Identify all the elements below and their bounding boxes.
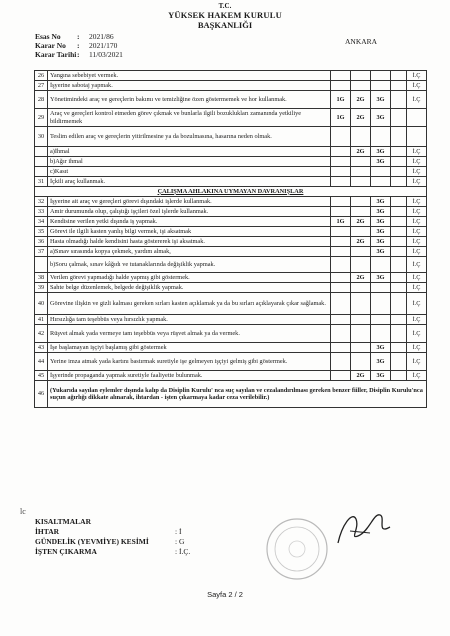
penalty-3g: 3G <box>371 207 391 217</box>
blank-cell <box>391 315 407 325</box>
row-number: 26 <box>35 71 48 81</box>
penalty-2g <box>351 247 371 257</box>
penalty-2g <box>351 283 371 293</box>
table-row <box>35 353 427 371</box>
penalty-dismissal: İ.Ç <box>407 207 427 217</box>
blank-cell <box>391 109 407 127</box>
row-number: 40 <box>35 293 48 315</box>
blank-cell <box>391 325 407 343</box>
blank-cell <box>391 353 407 371</box>
row-description: Kendisine verilen yetki dışında iş yapmak. <box>48 217 331 227</box>
penalty-dismissal: İ.Ç <box>407 217 427 227</box>
penalty-1g <box>331 247 351 257</box>
row-description: Görevine ilişkin ve gizli kalması gereken sırları kasten açıklamak ya da bu sırları açıklayarak çıkar sağlamak. <box>48 293 331 315</box>
penalty-1g <box>331 167 351 177</box>
penalty-dismissal: İ.Ç <box>407 325 427 343</box>
meta-esas-no: Esas No : 2021/86 <box>35 32 114 41</box>
blank-cell <box>391 257 407 273</box>
penalty-2g <box>351 71 371 81</box>
row-number: 35 <box>35 227 48 237</box>
penalty-dismissal: İ.Ç <box>407 91 427 109</box>
row-description: İşyerine ait araç ve gereçleri görevi dışındaki işlerde kullanmak. <box>48 197 331 207</box>
penalty-3g: 3G <box>371 227 391 237</box>
row-description: b)Ağır ihmal <box>48 157 331 167</box>
penalty-3g <box>371 257 391 273</box>
penalty-dismissal: İ.Ç <box>407 257 427 273</box>
row-description: b)Soru çalmak, sınav kâğıdı ve tutanaklarında değişiklik yapmak. <box>48 257 331 273</box>
row-number: 29 <box>35 109 48 127</box>
official-seal-stamp <box>262 514 332 584</box>
penalty-3g <box>371 325 391 343</box>
blank-cell <box>391 91 407 109</box>
penalty-2g <box>351 197 371 207</box>
row-number: 44 <box>35 353 48 371</box>
table-row <box>35 257 427 273</box>
table-row <box>35 237 427 247</box>
table-row <box>35 247 427 257</box>
row-number: 46 <box>35 381 48 408</box>
penalty-dismissal: İ.Ç <box>407 167 427 177</box>
row-description: Hasta olmadığı halde kendisini hasta göstererek işi aksatmak. <box>48 237 331 247</box>
row-description: Teslim edilen araç ve gereçlerin yitirilmesine ya da bozulmasına, hasarına neden olmak. <box>48 127 331 147</box>
table-row <box>35 157 427 167</box>
penalty-dismissal: İ.Ç <box>407 343 427 353</box>
penalty-dismissal <box>407 109 427 127</box>
blank-cell <box>391 177 407 187</box>
city: ANKARA <box>345 37 378 46</box>
penalty-2g: 2G <box>351 237 371 247</box>
row-number: 30 <box>35 127 48 147</box>
penalty-3g: 3G <box>371 371 391 381</box>
row-number: 38 <box>35 273 48 283</box>
blank-cell <box>391 273 407 283</box>
table-row <box>35 217 427 227</box>
row-description: Yangına sebebiyet vermek. <box>48 71 331 81</box>
penalty-3g <box>371 283 391 293</box>
blank-cell <box>391 127 407 147</box>
table-row <box>35 273 427 283</box>
table-row <box>35 197 427 207</box>
penalty-3g <box>371 127 391 147</box>
row-description: Yerine imza atmak yada kartını bastırmak suretiyle işe gelmeyen işçiyi gelmiş gibi göstermek. <box>48 353 331 371</box>
row-description: (Yukarıda sayılan eylemler dışında kalıp da Disiplin Kurulu' nca suç sayılan ve cezalandırılması gereken benzer fiiller, Disiplin Kurulu'nca suçun ağırlığı dikkate alınarak, ihtardan - işten çıkarmaya kadar ceza verilebilir.) <box>48 381 427 408</box>
penalty-1g <box>331 371 351 381</box>
penalty-2g: 2G <box>351 273 371 283</box>
penalty-2g <box>351 227 371 237</box>
discipline-table <box>34 70 427 408</box>
meta-karar-no: Karar No : 2021/170 <box>35 41 118 50</box>
penalty-1g: 1G <box>331 217 351 227</box>
table-row <box>35 81 427 91</box>
penalty-dismissal: İ.Ç <box>407 177 427 187</box>
penalty-3g: 3G <box>371 91 391 109</box>
header-tc: T.C. <box>218 2 232 10</box>
penalty-dismissal: İ.Ç <box>407 353 427 371</box>
blank-cell <box>391 237 407 247</box>
table-row <box>35 167 427 177</box>
row-description: Amir durumunda olup, çalıştığı işçileri özel işlerde kullanmak. <box>48 207 331 217</box>
table-row <box>35 325 427 343</box>
table-row <box>35 127 427 147</box>
penalty-2g <box>351 207 371 217</box>
row-description: İçkili araç kullanmak. <box>48 177 331 187</box>
penalty-2g <box>351 177 371 187</box>
penalty-dismissal: İ.Ç <box>407 197 427 207</box>
penalty-1g <box>331 257 351 273</box>
penalty-2g <box>351 81 371 91</box>
table-row <box>35 147 427 157</box>
section-row <box>35 187 427 197</box>
penalty-2g <box>351 167 371 177</box>
penalty-1g <box>331 353 351 371</box>
header-title: YÜKSEK HAKEM KURULU <box>168 10 282 20</box>
row-number: 28 <box>35 91 48 109</box>
row-number <box>35 157 48 167</box>
penalty-3g: 3G <box>371 237 391 247</box>
penalty-dismissal: İ.Ç <box>407 315 427 325</box>
penalty-1g <box>331 157 351 167</box>
penalty-3g: 3G <box>371 109 391 127</box>
penalty-3g: 3G <box>371 353 391 371</box>
row-number: 37 <box>35 247 48 257</box>
penalty-1g <box>331 343 351 353</box>
penalty-1g <box>331 315 351 325</box>
table-row <box>35 381 427 408</box>
table-row <box>35 91 427 109</box>
penalty-3g <box>371 177 391 187</box>
table-row <box>35 71 427 81</box>
row-number: 45 <box>35 371 48 381</box>
blank-cell <box>391 247 407 257</box>
penalty-dismissal: İ.Ç <box>407 147 427 157</box>
abbreviation-ihtar: İHTAR : İ <box>35 527 182 536</box>
penalty-3g <box>371 71 391 81</box>
blank-cell <box>391 157 407 167</box>
penalty-2g <box>351 293 371 315</box>
penalty-2g <box>351 157 371 167</box>
meta-karar-tarihi: Karar Tarihi: 11/03/2021 <box>35 50 123 59</box>
penalty-2g: 2G <box>351 91 371 109</box>
row-description: Hırsızlığa tam teşebbüs veya hırsızlık yapmak. <box>48 315 331 325</box>
penalty-1g <box>331 177 351 187</box>
blank-cell <box>391 71 407 81</box>
penalty-dismissal: İ.Ç <box>407 371 427 381</box>
table-row <box>35 177 427 187</box>
penalty-2g: 2G <box>351 109 371 127</box>
blank-cell <box>391 167 407 177</box>
row-description: c)Kasıt <box>48 167 331 177</box>
penalty-3g <box>371 293 391 315</box>
penalty-2g: 2G <box>351 147 371 157</box>
penalty-3g: 3G <box>371 157 391 167</box>
penalty-3g: 3G <box>371 247 391 257</box>
penalty-dismissal: İ.Ç <box>407 247 427 257</box>
table-row <box>35 283 427 293</box>
row-description: a)Sınav sırasında kopya çekmek, yardım almak, <box>48 247 331 257</box>
penalty-2g <box>351 325 371 343</box>
blank-cell <box>391 283 407 293</box>
penalty-dismissal: İ.Ç <box>407 237 427 247</box>
penalty-dismissal: İ.Ç <box>407 81 427 91</box>
penalty-1g <box>331 237 351 247</box>
margin-handwritten-mark: lc <box>20 507 26 516</box>
row-number <box>35 257 48 273</box>
table-row <box>35 343 427 353</box>
penalty-1g <box>331 207 351 217</box>
row-number: 33 <box>35 207 48 217</box>
row-number: 27 <box>35 81 48 91</box>
row-description: Görevi ile ilgili kasten yanlış bilgi vermek, işi aksatmak <box>48 227 331 237</box>
blank-cell <box>391 207 407 217</box>
row-number: 34 <box>35 217 48 227</box>
table-row <box>35 109 427 127</box>
penalty-1g <box>331 197 351 207</box>
row-description: İşyerinde propaganda yapmak suretiyle faaliyette bulunmak. <box>48 371 331 381</box>
row-description: Verilen görevi yapmadığı halde yapmış gibi göstermek. <box>48 273 331 283</box>
penalty-3g: 3G <box>371 217 391 227</box>
row-description: İşe başlamayan işçiyi başlamış gibi göstermek <box>48 343 331 353</box>
blank-cell <box>391 293 407 315</box>
penalty-2g: 2G <box>351 371 371 381</box>
abbreviation-gundelik: GÜNDELİK (YEVMİYE) KESİMİ : G <box>35 537 185 546</box>
penalty-3g: 3G <box>371 273 391 283</box>
header-subtitle: BAŞKANLIĞI <box>197 20 253 30</box>
blank-cell <box>391 81 407 91</box>
penalty-1g <box>331 127 351 147</box>
abbreviation-isten-cikarma: İŞTEN ÇIKARMA : İ.Ç. <box>35 547 191 556</box>
row-description: Araç ve gereçleri kontrol etmeden görev çıkmak ve bunlarla ilgili bozuklukları zamanında yetkiliye bildirmemek <box>48 109 331 127</box>
row-description: İşyerine sabotaj yapmak. <box>48 81 331 91</box>
row-number: 32 <box>35 197 48 207</box>
penalty-1g <box>331 71 351 81</box>
penalty-2g <box>351 343 371 353</box>
penalty-3g: 3G <box>371 343 391 353</box>
penalty-3g <box>371 167 391 177</box>
row-description: Rüşvet almak yada vermeye tam teşebbüs veya rüşvet almak ya da vermek. <box>48 325 331 343</box>
penalty-1g <box>331 227 351 237</box>
penalty-dismissal: İ.Ç <box>407 227 427 237</box>
table-row <box>35 371 427 381</box>
row-number: 39 <box>35 283 48 293</box>
table-row <box>35 315 427 325</box>
penalty-1g <box>331 147 351 157</box>
row-number: 41 <box>35 315 48 325</box>
row-number: 43 <box>35 343 48 353</box>
blank-cell <box>391 343 407 353</box>
penalty-3g <box>371 315 391 325</box>
blank-cell <box>391 147 407 157</box>
penalty-2g: 2G <box>351 217 371 227</box>
blank-cell <box>391 227 407 237</box>
row-number: 31 <box>35 177 48 187</box>
penalty-dismissal: İ.Ç <box>407 273 427 283</box>
row-number: 36 <box>35 237 48 247</box>
penalty-dismissal: İ.Ç <box>407 71 427 81</box>
penalty-1g <box>331 81 351 91</box>
row-number <box>35 147 48 157</box>
abbreviations-title: KISALTMALAR <box>35 517 91 526</box>
blank-cell <box>391 217 407 227</box>
penalty-2g <box>351 315 371 325</box>
row-description: a)İhmal <box>48 147 331 157</box>
penalty-3g <box>371 81 391 91</box>
penalty-1g <box>331 273 351 283</box>
penalty-2g <box>351 257 371 273</box>
penalty-1g <box>331 293 351 315</box>
blank-cell <box>391 197 407 207</box>
penalty-1g <box>331 325 351 343</box>
penalty-2g <box>351 353 371 371</box>
penalty-1g <box>331 283 351 293</box>
row-number: 42 <box>35 325 48 343</box>
penalty-dismissal <box>407 127 427 147</box>
signature <box>330 505 400 550</box>
row-description: Sahte belge düzenlemek, belgede değişiklik yapmak. <box>48 283 331 293</box>
page-number: Sayfa 2 / 2 <box>207 590 243 599</box>
table-row <box>35 293 427 315</box>
penalty-dismissal: İ.Ç <box>407 293 427 315</box>
table-row <box>35 207 427 217</box>
section-heading: ÇALIŞMA AHLAKINA UYMAYAN DAVRANIŞLAR <box>35 187 427 197</box>
blank-cell <box>391 371 407 381</box>
row-description: Yönetimindeki araç ve gereçlerin bakımı ve temizliğine özen göstermemek ve hor kullanmak. <box>48 91 331 109</box>
penalty-3g: 3G <box>371 147 391 157</box>
penalty-1g: 1G <box>331 91 351 109</box>
penalty-dismissal: İ.Ç <box>407 283 427 293</box>
row-number <box>35 167 48 177</box>
penalty-dismissal: İ.Ç <box>407 157 427 167</box>
penalty-2g <box>351 127 371 147</box>
table-row <box>35 227 427 237</box>
penalty-1g: 1G <box>331 109 351 127</box>
penalty-3g: 3G <box>371 197 391 207</box>
